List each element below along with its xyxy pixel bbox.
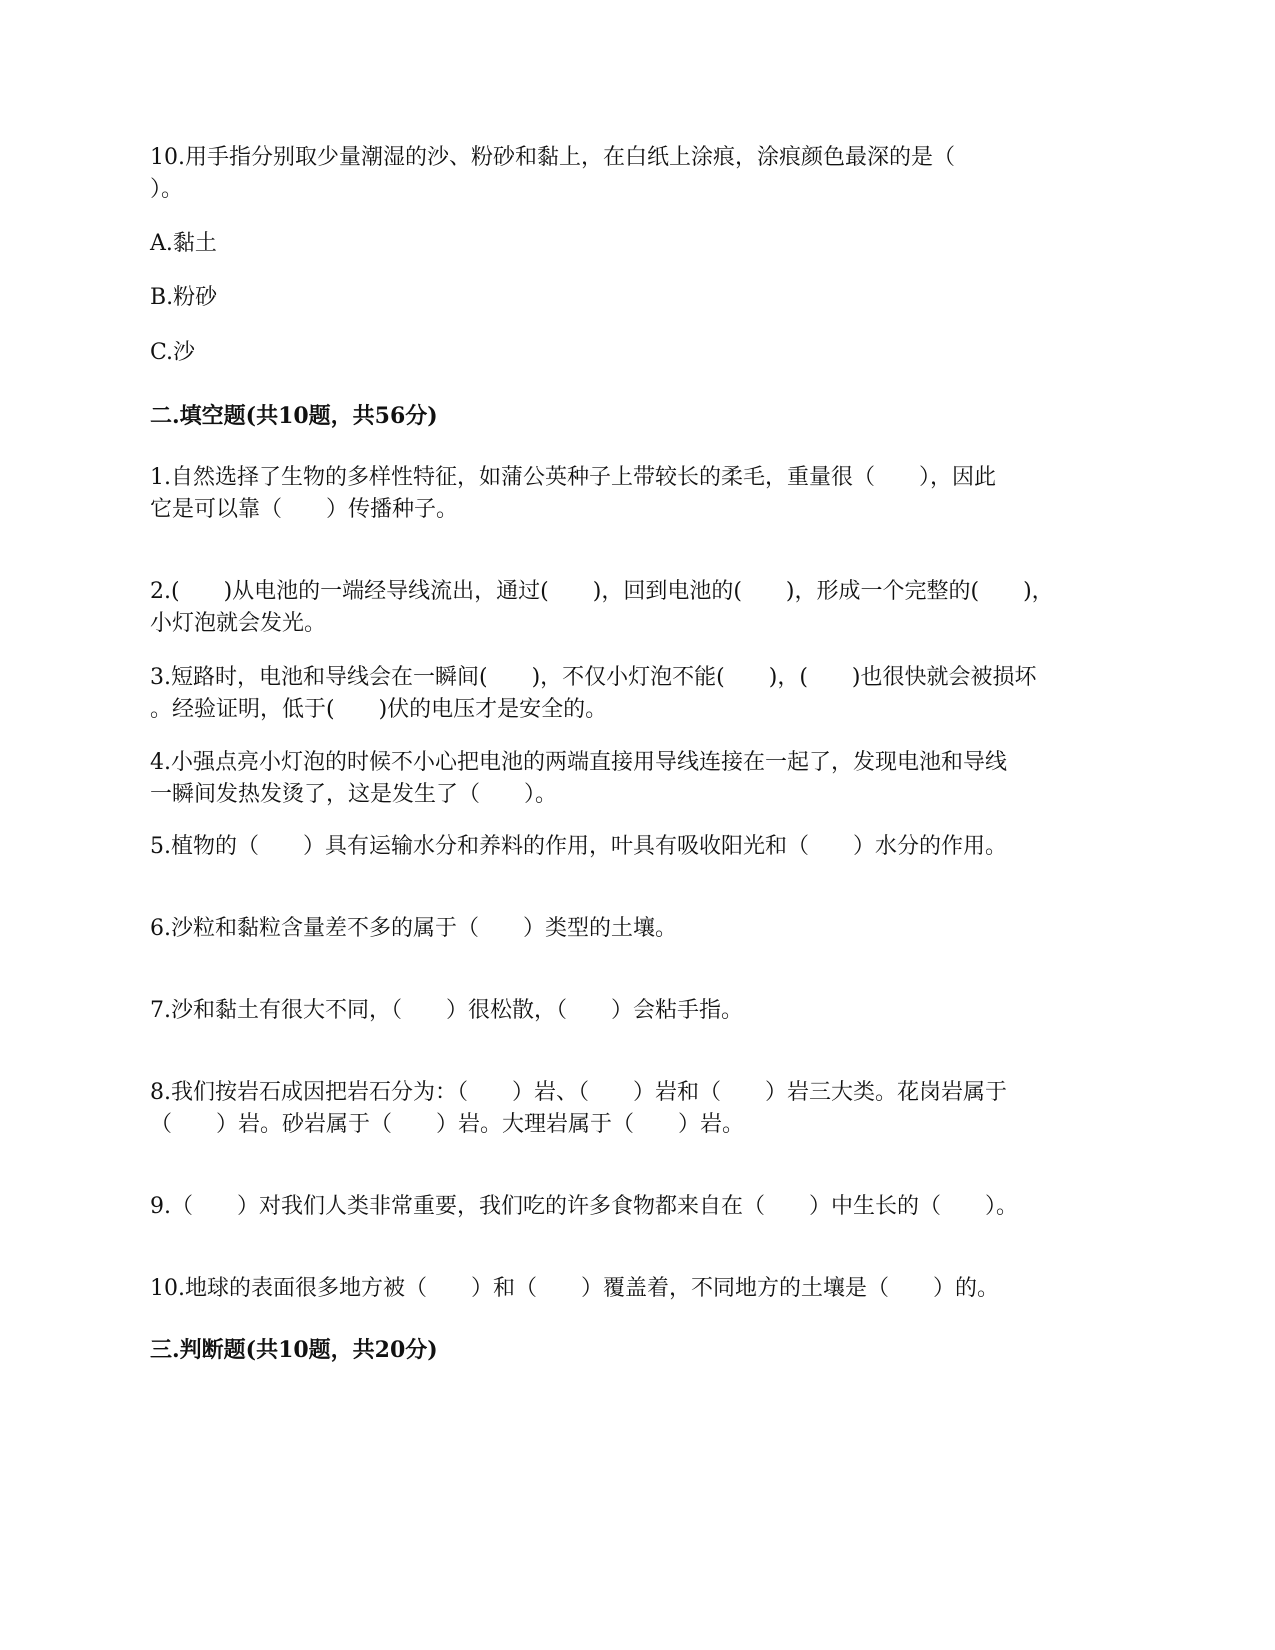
- fill-q4-line-2: 一瞬间发热发烫了，这是发生了（ ）。: [150, 782, 558, 807]
- fill-q4-line-1: 4.小强点亮小灯泡的时候不小心把电池的两端直接用导线连接在一起了，发现电池和导线: [150, 750, 1007, 775]
- q10-option-b: B.粉砂: [150, 285, 218, 310]
- q10-stem-line-2: ）。: [150, 177, 184, 202]
- fill-q3-line-2: 。经验证明，低于( )伏的电压才是安全的。: [150, 697, 608, 722]
- fill-q2-line-2: 小灯泡就会发光。: [150, 611, 327, 636]
- section-3-heading: 三.判断题(共10题，共20分): [150, 1337, 438, 1363]
- fill-q7: 7.沙和黏土有很大不同，（ ）很松散，（ ）会粘手指。: [150, 998, 743, 1023]
- fill-q1-line-2: 它是可以靠（ ）传播种子。: [150, 497, 459, 522]
- fill-q8-line-2: （ ）岩。砂岩属于（ ）岩。大理岩属于（ ）岩。: [150, 1112, 745, 1137]
- fill-q6: 6.沙粒和黏粒含量差不多的属于（ ）类型的土壤。: [150, 916, 677, 941]
- fill-q10: 10.地球的表面很多地方被（ ）和（ ）覆盖着，不同地方的土壤是（ ）的。: [150, 1276, 999, 1301]
- fill-q3-line-1: 3.短路时，电池和导线会在一瞬间( )，不仅小灯泡不能( )，( )也很快就会被损坏: [150, 665, 1037, 690]
- fill-q5: 5.植物的（ ）具有运输水分和养料的作用，叶具有吸收阳光和（ ）水分的作用。: [150, 834, 1007, 859]
- section-2-heading: 二.填空题(共10题，共56分): [150, 403, 438, 429]
- fill-q1-line-1: 1.自然选择了生物的多样性特征，如蒲公英种子上带较长的柔毛，重量很（ ），因此: [150, 465, 996, 490]
- q10-stem-line-1: 10.用手指分别取少量潮湿的沙、粉砂和黏上，在白纸上涂痕，涂痕颜色最深的是（: [150, 145, 955, 170]
- fill-q9: 9.（ ）对我们人类非常重要，我们吃的许多食物都来自在（ ）中生长的（ ）。: [150, 1194, 1018, 1219]
- fill-q2-line-1: 2.( )从电池的一端经导线流出，通过( )，回到电池的( )，形成一个完整的( )，: [150, 579, 1054, 604]
- fill-q8-line-1: 8.我们按岩石成因把岩石分为：（ ）岩、（ ）岩和（ ）岩三大类。花岗岩属于: [150, 1080, 1007, 1105]
- q10-option-a: A.黏土: [150, 231, 217, 256]
- q10-option-c: C.沙: [150, 340, 196, 365]
